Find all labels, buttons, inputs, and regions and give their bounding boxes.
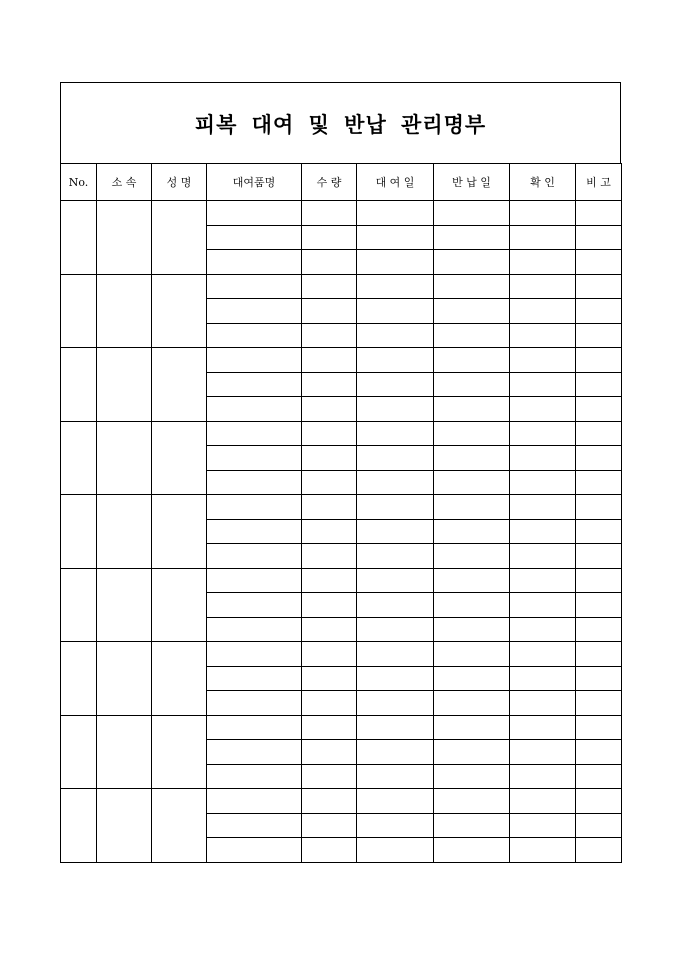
qty-cell[interactable]	[302, 642, 357, 667]
item-cell[interactable]	[207, 666, 302, 691]
item-cell[interactable]	[207, 201, 302, 226]
note-cell[interactable]	[576, 666, 622, 691]
name-cell[interactable]	[152, 201, 207, 275]
qty-cell[interactable]	[302, 348, 357, 373]
confirm-cell[interactable]	[510, 201, 576, 226]
rent-date-cell[interactable]	[357, 470, 434, 495]
note-cell[interactable]	[576, 495, 622, 520]
note-cell[interactable]	[576, 470, 622, 495]
return-date-cell[interactable]	[434, 225, 510, 250]
dept-cell[interactable]	[97, 421, 152, 495]
note-cell[interactable]	[576, 691, 622, 716]
return-date-cell[interactable]	[434, 299, 510, 324]
qty-cell[interactable]	[302, 740, 357, 765]
confirm-cell[interactable]	[510, 495, 576, 520]
qty-cell[interactable]	[302, 274, 357, 299]
rent-date-cell[interactable]	[357, 617, 434, 642]
table-row	[61, 201, 622, 226]
note-cell[interactable]	[576, 642, 622, 667]
return-date-cell[interactable]	[434, 813, 510, 838]
rent-date-cell[interactable]	[357, 323, 434, 348]
dept-cell[interactable]	[97, 789, 152, 863]
item-cell[interactable]	[207, 225, 302, 250]
qty-cell[interactable]	[302, 421, 357, 446]
name-cell[interactable]	[152, 789, 207, 863]
header-note: 비 고	[576, 164, 622, 201]
item-cell[interactable]	[207, 691, 302, 716]
rent-date-cell[interactable]	[357, 250, 434, 275]
item-cell[interactable]	[207, 250, 302, 275]
confirm-cell[interactable]	[510, 348, 576, 373]
qty-cell[interactable]	[302, 323, 357, 348]
dept-cell[interactable]	[97, 495, 152, 569]
item-cell[interactable]	[207, 740, 302, 765]
note-cell[interactable]	[576, 715, 622, 740]
table-row	[61, 789, 622, 814]
confirm-cell[interactable]	[510, 250, 576, 275]
rent-date-cell[interactable]	[357, 225, 434, 250]
title-box	[60, 82, 621, 163]
header-rent-date: 대 여 일	[357, 164, 434, 201]
qty-cell[interactable]	[302, 764, 357, 789]
confirm-cell[interactable]	[510, 838, 576, 863]
name-cell[interactable]	[152, 348, 207, 422]
rent-date-cell[interactable]	[357, 838, 434, 863]
return-date-cell[interactable]	[434, 519, 510, 544]
note-cell[interactable]	[576, 544, 622, 569]
item-cell[interactable]	[207, 495, 302, 520]
confirm-cell[interactable]	[510, 715, 576, 740]
return-date-cell[interactable]	[434, 397, 510, 422]
rent-date-cell[interactable]	[357, 593, 434, 618]
name-cell[interactable]	[152, 421, 207, 495]
note-cell[interactable]	[576, 617, 622, 642]
note-cell[interactable]	[576, 764, 622, 789]
ledger-body	[61, 201, 622, 863]
no-cell[interactable]	[61, 642, 97, 716]
table-row	[61, 348, 622, 373]
header-item: 대여품명	[207, 164, 302, 201]
note-cell[interactable]	[576, 593, 622, 618]
qty-cell[interactable]	[302, 201, 357, 226]
note-cell[interactable]	[576, 446, 622, 471]
confirm-cell[interactable]	[510, 764, 576, 789]
return-date-cell[interactable]	[434, 470, 510, 495]
no-cell[interactable]	[61, 274, 97, 348]
confirm-cell[interactable]	[510, 789, 576, 814]
qty-cell[interactable]	[302, 299, 357, 324]
rent-date-cell[interactable]	[357, 274, 434, 299]
return-date-cell[interactable]	[434, 495, 510, 520]
header-name: 성 명	[152, 164, 207, 201]
item-cell[interactable]	[207, 470, 302, 495]
confirm-cell[interactable]	[510, 544, 576, 569]
page-title: 피복 대여 및 반납 관리명부	[194, 112, 487, 137]
return-date-cell[interactable]	[434, 250, 510, 275]
return-date-cell[interactable]	[434, 446, 510, 471]
rent-date-cell[interactable]	[357, 764, 434, 789]
note-cell[interactable]	[576, 789, 622, 814]
qty-cell[interactable]	[302, 617, 357, 642]
item-cell[interactable]	[207, 838, 302, 863]
return-date-cell[interactable]	[434, 715, 510, 740]
return-date-cell[interactable]	[434, 691, 510, 716]
ledger-table	[60, 163, 622, 863]
dept-cell[interactable]	[97, 642, 152, 716]
rent-date-cell[interactable]	[357, 568, 434, 593]
confirm-cell[interactable]	[510, 421, 576, 446]
name-cell[interactable]	[152, 642, 207, 716]
qty-cell[interactable]	[302, 225, 357, 250]
header-confirm: 확 인	[510, 164, 576, 201]
qty-cell[interactable]	[302, 593, 357, 618]
ledger-sheet	[60, 82, 621, 859]
rent-date-cell[interactable]	[357, 740, 434, 765]
dept-cell[interactable]	[97, 568, 152, 642]
return-date-cell[interactable]	[434, 372, 510, 397]
return-date-cell[interactable]	[434, 642, 510, 667]
note-cell[interactable]	[576, 274, 622, 299]
return-date-cell[interactable]	[434, 789, 510, 814]
return-date-cell[interactable]	[434, 593, 510, 618]
note-cell[interactable]	[576, 323, 622, 348]
rent-date-cell[interactable]	[357, 789, 434, 814]
confirm-cell[interactable]	[510, 813, 576, 838]
confirm-cell[interactable]	[510, 519, 576, 544]
rent-date-cell[interactable]	[357, 201, 434, 226]
confirm-cell[interactable]	[510, 470, 576, 495]
no-cell[interactable]	[61, 201, 97, 275]
item-cell[interactable]	[207, 421, 302, 446]
table-row	[61, 274, 622, 299]
qty-cell[interactable]	[302, 838, 357, 863]
note-cell[interactable]	[576, 397, 622, 422]
item-cell[interactable]	[207, 446, 302, 471]
qty-cell[interactable]	[302, 250, 357, 275]
return-date-cell[interactable]	[434, 421, 510, 446]
note-cell[interactable]	[576, 813, 622, 838]
confirm-cell[interactable]	[510, 397, 576, 422]
item-cell[interactable]	[207, 715, 302, 740]
header-return-date: 반 납 일	[434, 164, 510, 201]
header-row	[61, 164, 622, 201]
item-cell[interactable]	[207, 593, 302, 618]
note-cell[interactable]	[576, 838, 622, 863]
qty-cell[interactable]	[302, 470, 357, 495]
header-no: No.	[61, 164, 97, 201]
table-row	[61, 568, 622, 593]
item-cell[interactable]	[207, 642, 302, 667]
rent-date-cell[interactable]	[357, 642, 434, 667]
return-date-cell[interactable]	[434, 764, 510, 789]
return-date-cell[interactable]	[434, 201, 510, 226]
return-date-cell[interactable]	[434, 274, 510, 299]
table-row	[61, 642, 622, 667]
qty-cell[interactable]	[302, 544, 357, 569]
name-cell[interactable]	[152, 568, 207, 642]
dept-cell[interactable]	[97, 201, 152, 275]
qty-cell[interactable]	[302, 568, 357, 593]
return-date-cell[interactable]	[434, 348, 510, 373]
rent-date-cell[interactable]	[357, 495, 434, 520]
qty-cell[interactable]	[302, 495, 357, 520]
confirm-cell[interactable]	[510, 642, 576, 667]
no-cell[interactable]	[61, 421, 97, 495]
note-cell[interactable]	[576, 568, 622, 593]
item-cell[interactable]	[207, 323, 302, 348]
header-qty: 수 량	[302, 164, 357, 201]
item-cell[interactable]	[207, 544, 302, 569]
return-date-cell[interactable]	[434, 568, 510, 593]
rent-date-cell[interactable]	[357, 397, 434, 422]
note-cell[interactable]	[576, 740, 622, 765]
confirm-cell[interactable]	[510, 225, 576, 250]
qty-cell[interactable]	[302, 715, 357, 740]
name-cell[interactable]	[152, 274, 207, 348]
qty-cell[interactable]	[302, 372, 357, 397]
return-date-cell[interactable]	[434, 666, 510, 691]
rent-date-cell[interactable]	[357, 813, 434, 838]
item-cell[interactable]	[207, 372, 302, 397]
qty-cell[interactable]	[302, 691, 357, 716]
note-cell[interactable]	[576, 250, 622, 275]
note-cell[interactable]	[576, 421, 622, 446]
qty-cell[interactable]	[302, 813, 357, 838]
note-cell[interactable]	[576, 201, 622, 226]
item-cell[interactable]	[207, 764, 302, 789]
item-cell[interactable]	[207, 519, 302, 544]
return-date-cell[interactable]	[434, 617, 510, 642]
rent-date-cell[interactable]	[357, 519, 434, 544]
qty-cell[interactable]	[302, 397, 357, 422]
rent-date-cell[interactable]	[357, 299, 434, 324]
item-cell[interactable]	[207, 617, 302, 642]
rent-date-cell[interactable]	[357, 544, 434, 569]
return-date-cell[interactable]	[434, 544, 510, 569]
no-cell[interactable]	[61, 568, 97, 642]
no-cell[interactable]	[61, 789, 97, 863]
item-cell[interactable]	[207, 397, 302, 422]
confirm-cell[interactable]	[510, 274, 576, 299]
no-cell[interactable]	[61, 495, 97, 569]
table-row	[61, 421, 622, 446]
qty-cell[interactable]	[302, 666, 357, 691]
confirm-cell[interactable]	[510, 323, 576, 348]
item-cell[interactable]	[207, 299, 302, 324]
rent-date-cell[interactable]	[357, 446, 434, 471]
note-cell[interactable]	[576, 348, 622, 373]
table-row	[61, 715, 622, 740]
rent-date-cell[interactable]	[357, 421, 434, 446]
name-cell[interactable]	[152, 495, 207, 569]
dept-cell[interactable]	[97, 715, 152, 789]
item-cell[interactable]	[207, 568, 302, 593]
confirm-cell[interactable]	[510, 568, 576, 593]
confirm-cell[interactable]	[510, 446, 576, 471]
return-date-cell[interactable]	[434, 740, 510, 765]
rent-date-cell[interactable]	[357, 715, 434, 740]
dept-cell[interactable]	[97, 348, 152, 422]
dept-cell[interactable]	[97, 274, 152, 348]
name-cell[interactable]	[152, 715, 207, 789]
return-date-cell[interactable]	[434, 838, 510, 863]
rent-date-cell[interactable]	[357, 348, 434, 373]
no-cell[interactable]	[61, 715, 97, 789]
confirm-cell[interactable]	[510, 299, 576, 324]
qty-cell[interactable]	[302, 519, 357, 544]
confirm-cell[interactable]	[510, 593, 576, 618]
rent-date-cell[interactable]	[357, 691, 434, 716]
confirm-cell[interactable]	[510, 666, 576, 691]
rent-date-cell[interactable]	[357, 372, 434, 397]
note-cell[interactable]	[576, 299, 622, 324]
header-dept: 소 속	[97, 164, 152, 201]
confirm-cell[interactable]	[510, 740, 576, 765]
note-cell[interactable]	[576, 225, 622, 250]
confirm-cell[interactable]	[510, 691, 576, 716]
item-cell[interactable]	[207, 789, 302, 814]
confirm-cell[interactable]	[510, 617, 576, 642]
table-row	[61, 495, 622, 520]
item-cell[interactable]	[207, 348, 302, 373]
qty-cell[interactable]	[302, 446, 357, 471]
item-cell[interactable]	[207, 274, 302, 299]
qty-cell[interactable]	[302, 789, 357, 814]
return-date-cell[interactable]	[434, 323, 510, 348]
no-cell[interactable]	[61, 348, 97, 422]
note-cell[interactable]	[576, 519, 622, 544]
confirm-cell[interactable]	[510, 372, 576, 397]
rent-date-cell[interactable]	[357, 666, 434, 691]
note-cell[interactable]	[576, 372, 622, 397]
item-cell[interactable]	[207, 813, 302, 838]
